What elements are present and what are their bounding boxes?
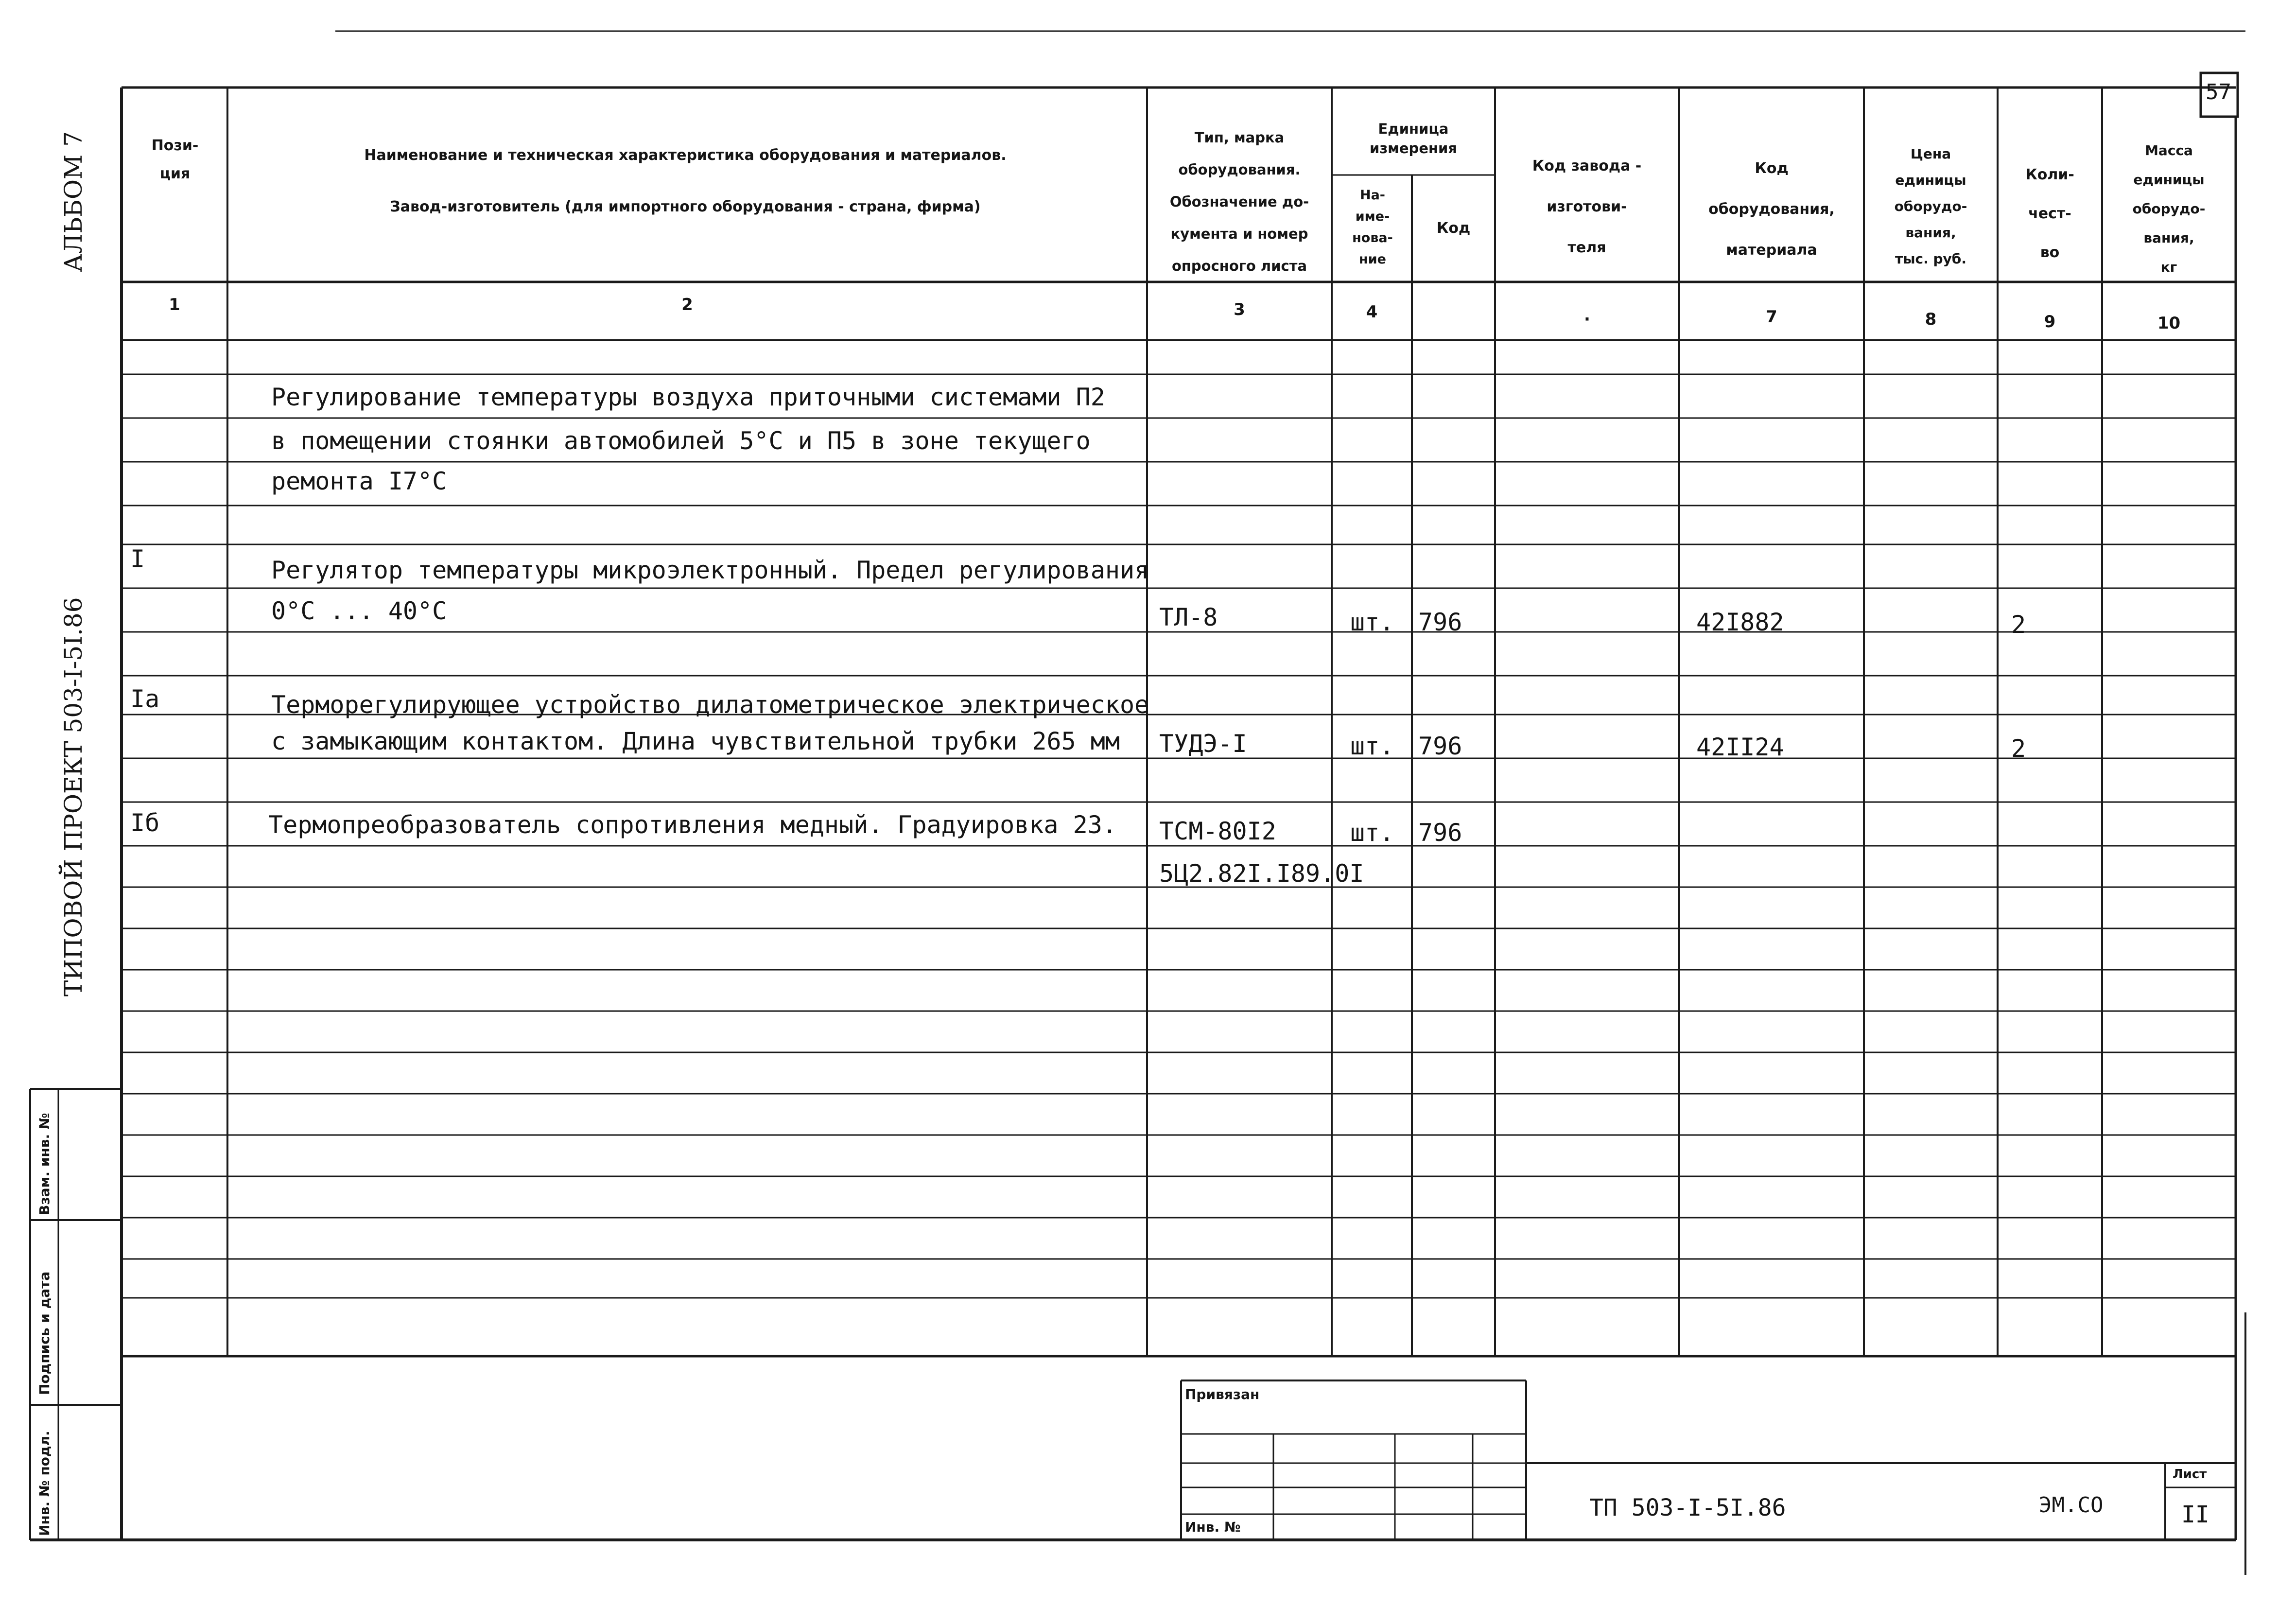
header-quantity: Коли- чест- во [2025, 166, 2074, 261]
item-type-doc: 5Ц2.82I.I89.0I [1159, 859, 1364, 888]
header-name: Наименование и техническая характеристика оборудования и материалов. Завод-изготовитель (для импортного оборудования - страна, фирма) [364, 147, 1007, 215]
item-position: Iа [130, 685, 160, 713]
item-type: ТЛ-8 [1159, 603, 1218, 631]
album-label: АЛЬБОМ 7 [59, 131, 87, 272]
item-unit: шт. [1350, 819, 1394, 847]
item-description-line: 0°С ... 40°С [271, 597, 447, 625]
header-position: Пози- ция [151, 137, 199, 182]
colnum-10: 10 [2157, 314, 2181, 333]
colnum-3: 3 [1234, 300, 1245, 319]
item-position: Iб [130, 809, 160, 837]
colnum-6: · [1584, 310, 1590, 329]
sheet-code: ЭМ.СО [2039, 1493, 2104, 1518]
item-description-line: Терморегулирующее устройство дилатометрическое электрическое [271, 691, 1149, 719]
colnum-4: 4 [1366, 302, 1378, 322]
item-unit-code: 796 [1418, 819, 1462, 847]
item-description-line: Термопреобразователь сопротивления медный. Градуировка 23. [268, 811, 1117, 839]
attached-label: Привязан [1185, 1386, 1260, 1402]
colnum-9: 9 [2044, 312, 2056, 332]
item-type: ТСМ-80I2 [1159, 817, 1276, 845]
header-price: Цена единицы оборудо- вания, тыс. руб. [1894, 146, 1967, 267]
section-title-line-3: ремонта I7°С [271, 467, 447, 495]
sheet-label: Лист [2173, 1467, 2207, 1482]
item-quantity: 2 [2011, 734, 2026, 763]
item-description-line: Регулятор температуры микроэлектронный. Предел регулирования [271, 556, 1149, 584]
item-unit-code: 796 [1418, 732, 1462, 760]
page-number: 57 [2206, 80, 2231, 105]
item-quantity: 2 [2011, 611, 2026, 639]
stamp-signature-label: Подпись и дата [36, 1271, 52, 1395]
item-position: I [130, 545, 145, 573]
item-description-line: с замыкающим контактом. Длина чувствительной трубки 265 мм [271, 727, 1120, 755]
header-unit-group: Единица измерения [1370, 121, 1457, 157]
item-material-code: 42II24 [1696, 733, 1784, 761]
colnum-8: 8 [1925, 310, 1937, 329]
sheet-number: II [2181, 1501, 2209, 1528]
project-label: ТИПОВОЙ ПРОЕКТ 503-I-5I.86 [59, 597, 87, 996]
header-unit-code: Код [1436, 220, 1471, 237]
inventory-label: Инв. № [1185, 1519, 1241, 1535]
section-title-line-1: Регулирование температуры воздуха приточными системами П2 [271, 383, 1105, 411]
section-title-line-2: в помещении стоянки автомобилей 5°С и П5 в зоне текущего [271, 427, 1091, 455]
colnum-2: 2 [681, 295, 693, 314]
header-type: Тип, марка оборудования. Обозначение до- кумента и номер опросного листа [1169, 129, 1309, 274]
item-unit-code: 796 [1418, 608, 1462, 636]
colnum-1: 1 [169, 295, 180, 314]
header-mass: Масса единицы оборудо- вания, кг [2132, 142, 2206, 275]
stamp-replacement-label: Взам. инв. № [36, 1113, 52, 1215]
item-type: ТУДЭ-I [1159, 730, 1247, 758]
header-factory-code: Код завода - изготови- теля [1532, 157, 1642, 256]
header-equipment-code: Код оборудования, материала [1708, 160, 1835, 259]
header-unit-name: На- име- нова- ние [1352, 188, 1393, 267]
item-unit: шт. [1350, 608, 1394, 636]
colnum-7: 7 [1766, 307, 1777, 327]
document-code: ТП 503-I-5I.86 [1589, 1494, 1786, 1521]
stamp-inventory-label: Инв. № подл. [36, 1431, 52, 1536]
item-material-code: 42I882 [1696, 608, 1784, 636]
item-unit: шт. [1350, 732, 1394, 760]
